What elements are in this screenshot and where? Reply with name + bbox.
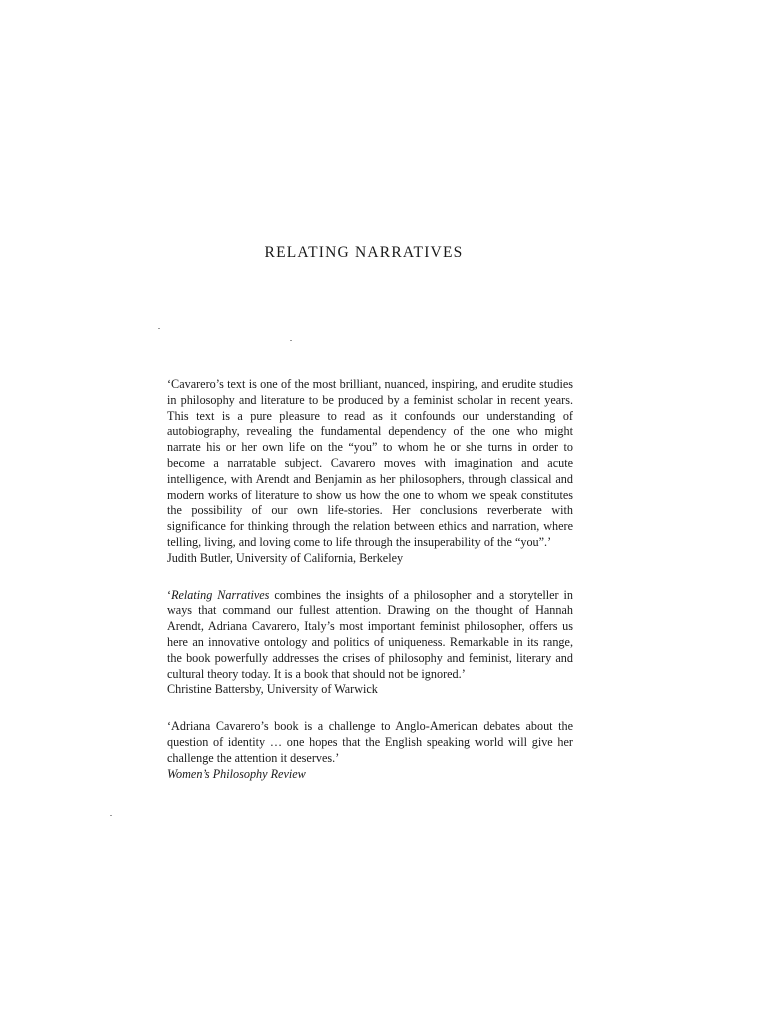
blurb-review xyxy=(167,719,573,782)
blurb-list xyxy=(167,377,573,782)
blurb-attribution: Christine Battersby, University of Warwick xyxy=(167,682,378,697)
blurb-text xyxy=(167,588,573,683)
blurb-text-rest: combines the insights of a philosopher and a storyteller in ways that command our fullest attention. Drawing on the thought of Hannah Arendt, Adriana Cavarero, Italy’s most important feminist philosopher, offers us here an innovative ontology and politics of uniqueness. Remarkable in its range, the book powerfully addresses the crises of philosophy and feminist, literary and cultural theory today. It is a book that should not be ignored.’ xyxy=(167,587,573,681)
blurb-open-quote: ‘ xyxy=(167,587,172,602)
book-title-italic: Relating Narratives xyxy=(171,587,270,602)
blurb-attribution: Women’s Philosophy Review xyxy=(167,766,306,781)
blurb-battersby xyxy=(167,588,573,699)
page-title: RELATING NARRATIVES xyxy=(264,244,464,261)
blurb-butler xyxy=(167,377,573,567)
blurb-attribution: Judith Butler, University of California, Berkeley xyxy=(167,550,404,565)
scan-speck xyxy=(158,328,160,329)
scan-speck xyxy=(290,340,292,341)
blurb-text: ‘Cavarero’s text is one of the most brilliant, nuanced, inspiring, and erudite studies in philosophy and literature to be produced by a feminist scholar in recent years. This text is a pure pleasure to read as it confounds our understanding of autobiography, revealing the fundamental dependency of the one who might narrate his or her own life on the “you” to whom he or she turns in order to become a narratable subject. Cavarero moves with imagination and acute intelligence, with Arendt and Benjamin as her philosophers, through classical and modern works of literature to show us how the one to whom we speak constitutes the possibility of our own life-stories. Her conclusions reverberate with significance for thinking through the relation between ethics and narration, where telling, living, and loving come to life through the insuperability of the “you”.’ xyxy=(167,377,573,549)
blurb-text: ‘Adriana Cavarero’s book is a challenge to Anglo-American debates about the question of identity … one hopes that the English speaking world will give her challenge the attention it deserves.’ xyxy=(167,719,573,765)
scan-speck xyxy=(110,815,112,816)
